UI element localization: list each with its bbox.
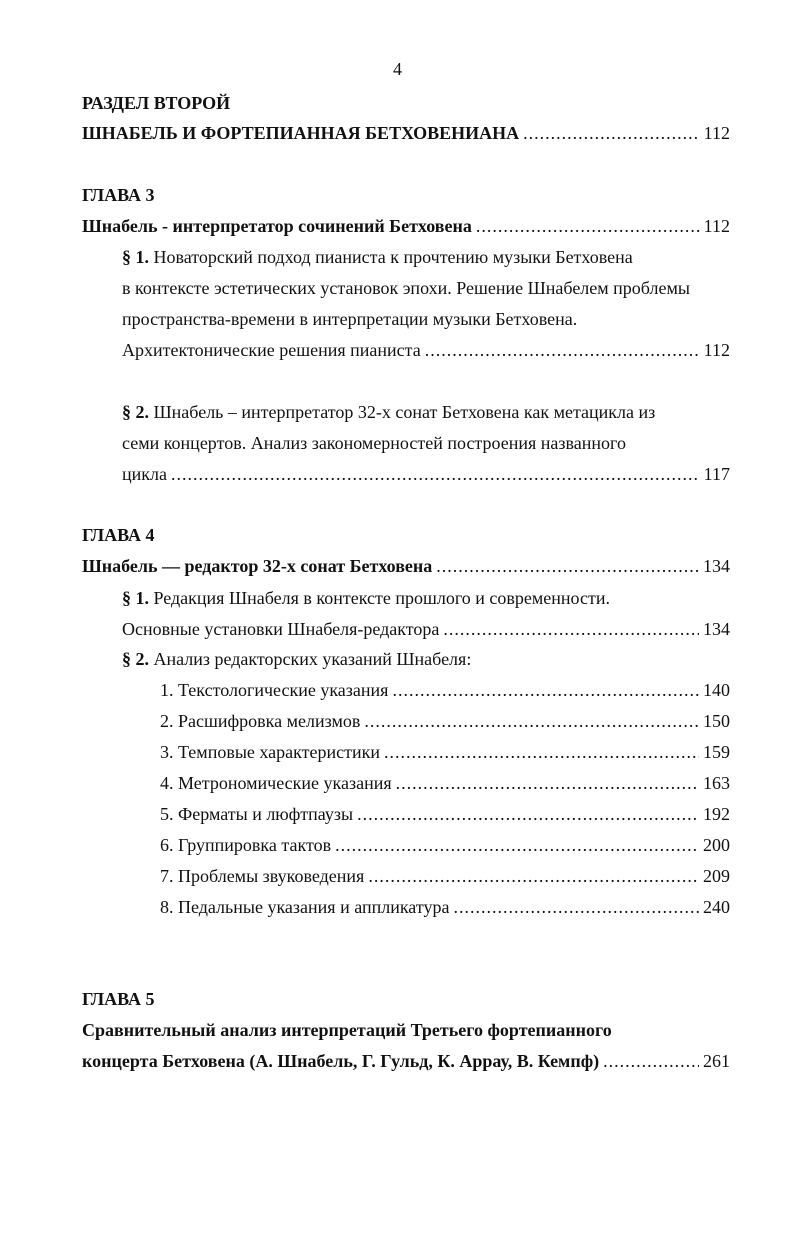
leader-dots — [476, 215, 700, 237]
section-heading: РАЗДЕЛ ВТОРОЙ — [82, 93, 231, 113]
paragraph-text: Новаторский подход пианиста к прочтению музыки Бетховена — [153, 247, 633, 267]
toc-entry-chapter4[interactable] — [82, 555, 730, 577]
page-ref: 134 — [703, 619, 730, 639]
chapter5-heading: ГЛАВА 5 — [82, 989, 155, 1009]
ch3-p2-line1 — [122, 401, 655, 423]
chapter4-title: Шнабель — редактор 32-х сонат Бетховена — [82, 556, 433, 576]
paragraph-marker: § 1. — [122, 588, 149, 608]
ch3-p1-line4: Архитектонические решения пианиста — [122, 340, 421, 360]
item-label: 1. Текстологические указания — [160, 680, 389, 700]
leader-dots — [357, 803, 699, 825]
ch3-p2-line2: семи концертов. Анализ закономерностей построения названного — [122, 433, 626, 453]
leader-dots — [368, 865, 699, 887]
toc-item[interactable] — [160, 679, 730, 701]
ch4-p1-line1 — [122, 587, 610, 609]
toc-entry-chapter3[interactable] — [82, 215, 730, 237]
page-ref: 112 — [703, 123, 730, 143]
item-label: 7. Проблемы звуковедения — [160, 866, 365, 886]
toc-entry-section[interactable] — [82, 122, 730, 144]
toc-entry-ch3-p1[interactable] — [122, 339, 730, 361]
paragraph-text: Шнабель – интерпретатор 32-х сонат Бетховена как метацикла из — [153, 402, 656, 422]
leader-dots — [392, 679, 699, 701]
page-ref: 163 — [703, 773, 730, 793]
page-ref: 240 — [703, 897, 730, 917]
page-ref: 159 — [703, 742, 730, 762]
page-ref: 209 — [703, 866, 730, 886]
leader-dots — [396, 772, 699, 794]
page-ref: 112 — [703, 340, 730, 360]
item-label: 4. Метрономические указания — [160, 773, 392, 793]
toc-entry-chapter5[interactable] — [82, 1050, 730, 1072]
leader-dots — [603, 1050, 699, 1072]
page-ref: 150 — [703, 711, 730, 731]
ch3-p2-line3: цикла — [122, 464, 167, 484]
item-label: 6. Группировка тактов — [160, 835, 332, 855]
ch4-p2-line1 — [122, 648, 471, 670]
page-ref: 117 — [703, 464, 730, 484]
section-title: ШНАБЕЛЬ И ФОРТЕПИАННАЯ БЕТХОВЕНИАНА — [82, 123, 520, 143]
ch3-p1-line2: в контексте эстетических установок эпохи. Решение Шнабелем проблемы — [122, 278, 690, 298]
toc-item[interactable] — [160, 865, 730, 887]
toc-item[interactable] — [160, 834, 730, 856]
item-label: 8. Педальные указания и аппликатура — [160, 897, 450, 917]
leader-dots — [436, 555, 699, 577]
item-label: 2. Расшифровка мелизмов — [160, 711, 361, 731]
page-ref: 134 — [703, 556, 730, 576]
page-ref: 192 — [703, 804, 730, 824]
leader-dots — [364, 710, 699, 732]
toc-item[interactable] — [160, 803, 730, 825]
leader-dots — [425, 339, 700, 361]
ch3-p1-line3: пространства-времени в интерпретации музыки Бетховена. — [122, 309, 578, 329]
chapter3-title: Шнабель - интерпретатор сочинений Бетховена — [82, 216, 472, 236]
leader-dots — [171, 463, 700, 485]
paragraph-marker: § 1. — [122, 247, 149, 267]
toc-item[interactable] — [160, 741, 730, 763]
item-label: 3. Темповые характеристики — [160, 742, 381, 762]
toc-item[interactable] — [160, 710, 730, 732]
chapter5-title-line1: Сравнительный анализ интерпретаций Третьего фортепианного — [82, 1020, 612, 1040]
leader-dots — [523, 122, 699, 144]
chapter3-heading: ГЛАВА 3 — [82, 185, 155, 205]
page-ref: 200 — [703, 835, 730, 855]
leader-dots — [384, 741, 699, 763]
toc-entry-ch4-p1[interactable] — [122, 618, 730, 640]
ch3-p1-line1 — [122, 246, 633, 268]
paragraph-marker: § 2. — [122, 402, 149, 422]
item-label: 5. Ферматы и люфтпаузы — [160, 804, 354, 824]
page-ref: 140 — [703, 680, 730, 700]
page-ref: 261 — [703, 1051, 730, 1071]
toc-item[interactable] — [160, 896, 730, 918]
paragraph-marker: § 2. — [122, 649, 149, 669]
paragraph-text: Редакция Шнабеля в контексте прошлого и современности. — [153, 588, 610, 608]
chapter4-heading: ГЛАВА 4 — [82, 525, 155, 545]
ch4-p1-line2: Основные установки Шнабеля-редактора — [122, 619, 440, 639]
leader-dots — [443, 618, 699, 640]
toc-entry-ch3-p2[interactable] — [122, 463, 730, 485]
leader-dots — [453, 896, 699, 918]
page-ref: 112 — [703, 216, 730, 236]
chapter5-title-line2: концерта Бетховена (А. Шнабель, Г. Гульд, К. Аррау, В. Кемпф) — [82, 1051, 600, 1071]
page-number: 4 — [393, 59, 402, 79]
paragraph-text: Анализ редакторских указаний Шнабеля: — [153, 649, 472, 669]
toc-item[interactable] — [160, 772, 730, 794]
leader-dots — [335, 834, 699, 856]
